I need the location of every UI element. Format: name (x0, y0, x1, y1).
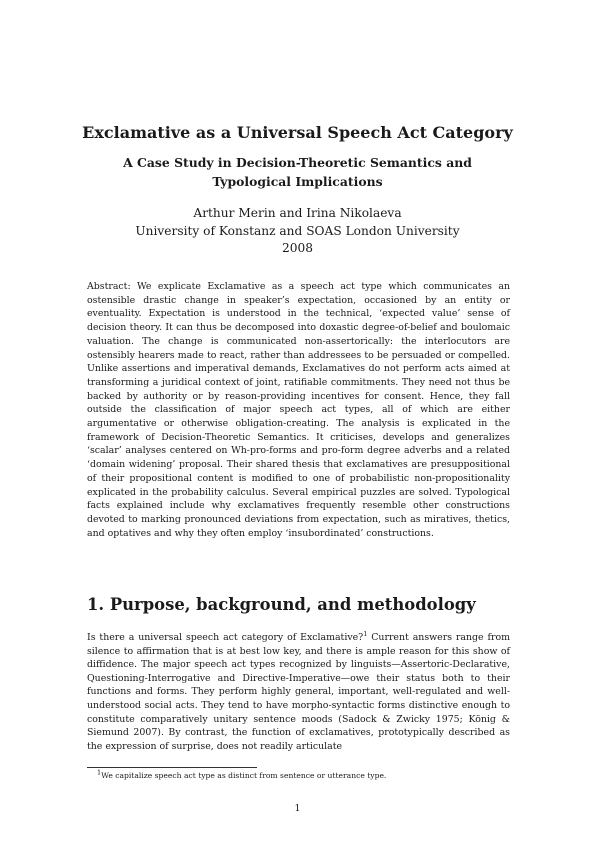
footnote-text: We capitalize speech act type as distinct from sentence or utterance type. (101, 771, 387, 780)
body-text-rest: Current answers range from silence to affirmation that is at best low key, and there is ample reason for this show of diffidence. The major speech act types recognized by linguists—Assertoric-Declarative, Questioning-Interrogative and Directive-Imperative—owe their status both to their functions and forms. They perform highly general, important, well-regulated and well-understood social acts. They tend to have morpho-syntactic forms distinctive enough to constitute comparatively unitary sentence moods (Sadock & Zwicky 1975; König & Siemund 2007). By contrast, the function of exclamatives, prototypically described as the expression of surprise, does not readily articulate (87, 632, 510, 752)
publication-year: 2008 (281, 241, 314, 255)
footnote-number: 1 (97, 768, 102, 777)
footnote-marker[interactable]: 1 (363, 629, 368, 638)
body-text-start: Is there a universal speech act category of Exclamative? (87, 632, 364, 643)
subtitle-line-1: A Case Study in Decision-Theoretic Semantics and (123, 155, 472, 170)
footnote (97, 768, 507, 781)
paper-title: Exclamative as a Universal Speech Act Category (82, 123, 513, 142)
abstract-paragraph: Abstract: We explicate Exclamative as a speech act type which communicates an ostensible drastic change in speaker’s expectation, occasioned by an entity or eventuality. Expectation is understood in the technical, ‘expected value’ sense of decision theory. It can thus be decomposed into doxastic degree-of-belief and boulomaic valuation. The change is communicated non-assertorically: the interlocutors are ostensibly hearers made to react, rather than addressees to be persuaded or compelled. Unlike assertions and imperatival demands, Exclamatives do not perform acts aimed at transforming a juridical context of joint, ratifiable commitments. They need not thus be backed by authority or by reason-providing incentives for consent. Hence, they fall outside the classification of major speech act types, all of which are either argumentative or otherwise obligation-creating. The analysis is explicated in the framework of Decision-Theoretic Semantics. It criticises, develops and generalizes ‘scalar’ analyses centered on Wh-pro-forms and pro-form degree adverbs and a related ‘domain widening’ proposal. Their shared thesis that exclamatives are presuppositional of their propositional content is modified to one of probabilistic non-propositionality explicated in the probability calculus. Several empirical puzzles are solved. Typological facts explained include why exclamatives frequently resemble other constructions devoted to marking pronounced deviations from expectation, such as miratives, thetics, and optatives and why they often employ ‘insubordinated’ constructions. (87, 281, 510, 539)
paper-subtitle (0, 153, 595, 191)
footnote-divider (87, 767, 257, 768)
section-heading: 1. Purpose, background, and methodology (87, 595, 476, 614)
page-number: 1 (294, 803, 301, 814)
author-affiliations: University of Konstanz and SOAS London University (135, 223, 460, 238)
author-names: Arthur Merin and Irina Nikolaeva (193, 206, 402, 220)
subtitle-line-2: Typological Implications (212, 174, 383, 189)
body-paragraph (87, 631, 510, 753)
author-block (0, 205, 595, 258)
